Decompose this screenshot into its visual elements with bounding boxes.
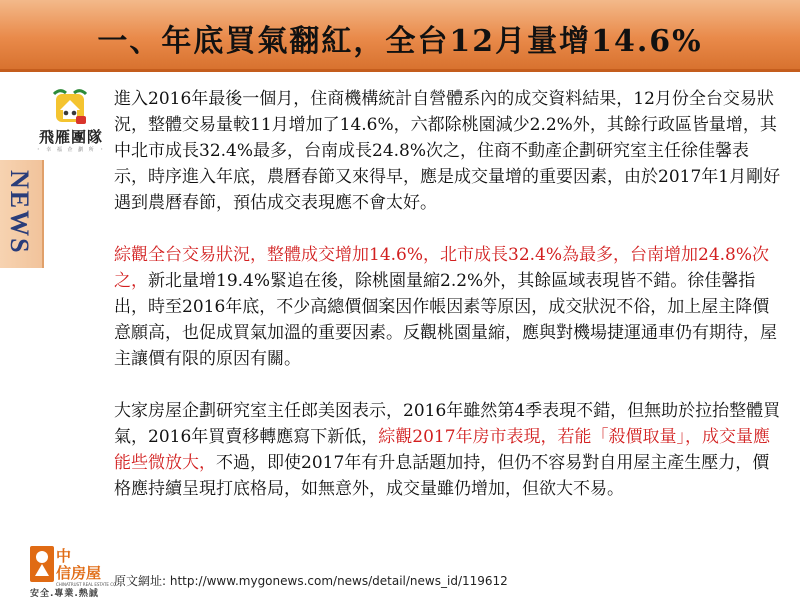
house-logo-icon: [50, 86, 90, 126]
company-logo: [30, 546, 118, 599]
paragraph-3: [114, 398, 782, 502]
paragraph-1-text: 進入2016年最後一個月，住商機構統計自營體系內的成交資料結果，12月份全台交易狀況，整體交易量較11月增加了14.6%，六都除桃園減少2.2%外，其餘行政區皆量增，其中北市成長32.4%最多，台南成長24.8%次之，住商不動產企劃研究室主任徐佳馨表示，時序進入年底，農曆春節又來得早，應是成交量增的重要因素，由於2017年1月剛好遇到農曆春節，預估成交表現應不會太好。: [114, 89, 781, 213]
company-name-line2: 信房屋: [56, 564, 102, 582]
team-logo-tagline: ・ 幸 福 企 劃 所 ・: [35, 147, 107, 153]
team-logo: [28, 86, 114, 156]
paragraph-1: [114, 86, 782, 216]
team-logo-name: 飛雁團隊: [38, 128, 103, 146]
paragraph-3-highlight: 綜觀2017年房市表現，若能「殺價取量」，成交量應能些微放大，: [114, 427, 771, 473]
company-slogan: 安全.專業.熱誠: [30, 589, 99, 599]
source-url: 原文網址: http://www.mygonews.com/news/detail/news_id/119612: [114, 574, 508, 588]
company-badge-icon: [30, 546, 54, 582]
paragraph-2-text: 新北量增19.4%緊追在後，除桃園量縮2.2%外，其餘區域表現皆不錯。徐佳馨指出，時至2016年底，不少高總價個案因作帳因素等原因，成交狀況不俗，加上屋主降價意願高，也促成買氣加溫的重要因素。反觀桃園量縮，應與對機場捷運通車仍有期待，屋主讓價有限的原因有關。: [114, 271, 777, 369]
company-name: [56, 548, 101, 582]
company-name-line1: 中: [56, 547, 72, 565]
slide-title: 一、年底買氣翻紅，全台12月量增14.6%: [97, 24, 703, 59]
paragraph-2-highlight: 綜觀全台交易狀況，整體成交增加14.6%，北市成長32.4%為最多，台南增加24.8%次之，: [114, 245, 770, 291]
article-body: [114, 86, 782, 502]
paragraph-3-text-b: 不過，即使2017年有升息話題加持，但仍不容易對自用屋主產生壓力，價格應持續呈現打底格局，如無意外，成交量雖仍增加，但欲大不易。: [114, 453, 770, 499]
news-label: NEWS: [5, 170, 34, 255]
header-bar: [0, 0, 800, 72]
paragraph-3-text-a: 大家房屋企劃研究室主任郎美囡表示，2016年雖然第4季表現不錯，但無助於拉抬整體買氣，2016年買賣移轉應寫下新低，: [114, 401, 781, 447]
company-english-name: CHINATRUST REAL ESTATE CO.: [56, 582, 118, 587]
news-side-tab: [0, 160, 44, 268]
paragraph-2: [114, 242, 782, 372]
